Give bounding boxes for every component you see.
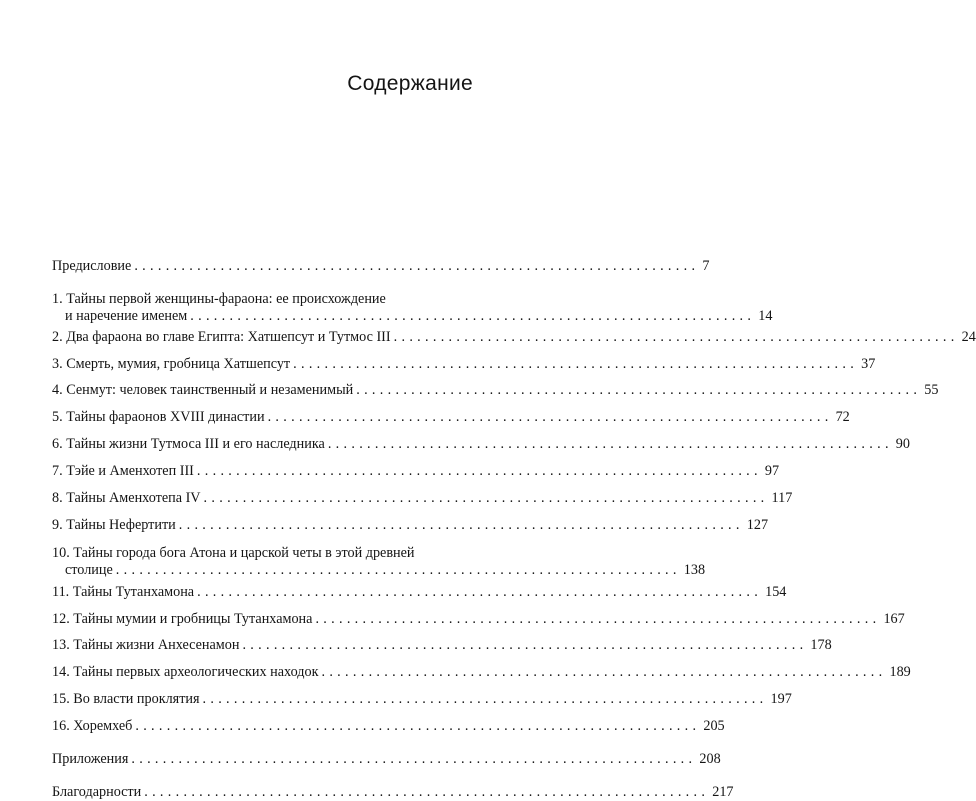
toc-entry[interactable] (52, 718, 725, 735)
toc-leader-dots: ........................................................................ (315, 611, 881, 627)
toc-entry-title: 14. Тайны первых археологических находок (52, 664, 319, 680)
toc-entry-title: 2. Два фараона во главе Египта: Хатшепсут и Тутмос III (52, 329, 391, 345)
toc-page-number: 208 (699, 751, 721, 767)
toc-leader-dots: ........................................................................ (190, 308, 756, 324)
toc-leader-dots: ........................................................................ (293, 356, 859, 372)
toc-leader-dots: ........................................................................ (115, 562, 681, 578)
toc-page-number: 178 (810, 637, 832, 653)
toc-entry-title: 1. Тайны первой женщины-фараона: ее происхождение (52, 291, 386, 307)
toc-entry[interactable] (52, 258, 710, 275)
toc-entry[interactable] (52, 329, 976, 346)
toc-entry-title-continuation: столице (65, 562, 113, 578)
toc-entry[interactable] (52, 517, 769, 534)
toc-entry[interactable] (52, 409, 850, 426)
toc-entry-title-continuation: и наречение именем (65, 308, 188, 324)
toc-leader-dots: ........................................................................ (144, 784, 710, 800)
toc-page-number: 217 (712, 784, 734, 800)
toc-page-number: 14 (758, 308, 773, 324)
toc-entry[interactable] (52, 463, 780, 480)
toc-entry[interactable] (52, 664, 911, 681)
toc-leader-dots: ........................................................................ (178, 517, 744, 533)
toc-leader-dots: ........................................................................ (197, 584, 763, 600)
toc-page-number: 90 (895, 436, 910, 452)
toc-leader-dots: ........................................................................ (267, 409, 833, 425)
toc-entry[interactable] (52, 291, 773, 325)
toc-page-number: 55 (924, 382, 939, 398)
toc-entry-title: 9. Тайны Нефертити (52, 517, 176, 533)
toc-entry-title: 8. Тайны Аменхотепа IV (52, 490, 201, 506)
toc-entry-title: 16. Хоремхеб (52, 718, 133, 734)
toc-page-number: 24 (961, 329, 976, 345)
toc-entry[interactable] (52, 691, 792, 708)
toc-page-number: 127 (746, 517, 769, 533)
toc-page-number: 197 (770, 691, 792, 707)
toc-entry[interactable] (52, 545, 706, 579)
toc-entry-title: 12. Тайны мумии и гробницы Тутанхамона (52, 611, 313, 627)
toc-page-number: 72 (835, 409, 850, 425)
toc-page-number: 154 (765, 584, 787, 600)
toc-page-number: 189 (889, 664, 911, 680)
toc-entry[interactable] (52, 584, 787, 601)
page-title: Содержание (347, 72, 473, 95)
toc-entry[interactable] (52, 356, 876, 373)
toc-entry-title: 10. Тайны города бога Атона и царской четы в этой древней (52, 545, 415, 561)
toc-page-number: 205 (703, 718, 725, 734)
toc-entry[interactable] (52, 784, 734, 801)
toc-page-number: 117 (771, 490, 793, 506)
toc-leader-dots: ........................................................................ (242, 637, 808, 653)
toc-entry-title: Благодарности (52, 784, 142, 800)
toc-leader-dots: ........................................................................ (131, 751, 697, 767)
toc-leader-dots: ........................................................................ (321, 664, 887, 680)
toc-leader-dots: ........................................................................ (203, 490, 769, 506)
toc-entry-title: 7. Тэйе и Аменхотеп III (52, 463, 194, 479)
toc-entry[interactable] (52, 436, 910, 453)
toc-entry-title: 4. Сенмут: человек таинственный и незаменимый (52, 382, 354, 398)
toc-entry-title: 5. Тайны фараонов XVIII династии (52, 409, 265, 425)
toc-entry-title: Приложения (52, 751, 129, 767)
toc-leader-dots: ........................................................................ (134, 258, 700, 274)
toc-entry[interactable] (52, 382, 939, 399)
toc-entry[interactable] (52, 637, 832, 654)
toc-entry-title: 11. Тайны Тутанхамона (52, 584, 195, 600)
toc-leader-dots: ........................................................................ (202, 691, 768, 707)
toc-leader-dots: ........................................................................ (327, 436, 893, 452)
toc-entry[interactable] (52, 751, 721, 768)
toc-leader-dots: ........................................................................ (356, 382, 922, 398)
toc-page-number: 7 (702, 258, 710, 274)
toc-entry-title: 13. Тайны жизни Анхесенамон (52, 637, 240, 653)
toc-leader-dots: ........................................................................ (135, 718, 701, 734)
toc-leader-dots: ........................................................................ (196, 463, 762, 479)
toc-page-number: 138 (683, 562, 706, 578)
toc-page-number: 97 (764, 463, 780, 479)
toc-entry-title: 3. Смерть, мумия, гробница Хатшепсут (52, 356, 291, 372)
toc-page-number: 167 (883, 611, 905, 627)
toc-entry-title: 6. Тайны жизни Тутмоса III и его наследника (52, 436, 325, 452)
toc-page-number: 37 (861, 356, 876, 372)
toc-entry[interactable] (52, 611, 905, 628)
toc-entry-title: 15. Во власти проклятия (52, 691, 200, 707)
toc-entry[interactable] (52, 490, 793, 507)
toc-leader-dots: ........................................................................ (393, 329, 959, 345)
toc-entry-title: Предисловие (52, 258, 132, 274)
